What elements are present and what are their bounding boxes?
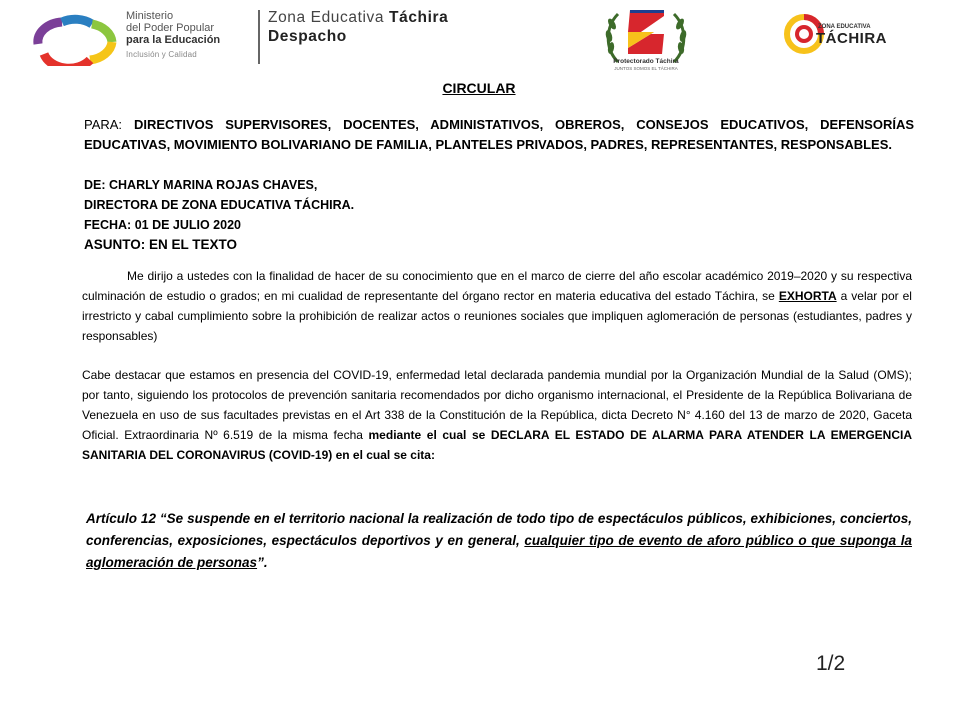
- protectorado-label: Protectorado Táchira: [613, 58, 679, 65]
- protectorado-subtitle: JUNTOS SOMOS EL TÁCHIRA: [614, 66, 678, 71]
- paragraph-1-start: Me dirijo a ustedes con la finalidad de hacer de su conocimiento que en el marco de cierre del año escolar académico 2019–2020 y su respectiva culminación de estudio o grados; en mi cualidad de representante del órgano rector en materia educativa del estado Táchira, se: [82, 269, 912, 303]
- para-label: PARA:: [84, 117, 123, 132]
- article-end: ”.: [257, 555, 268, 570]
- document-title: CIRCULAR: [442, 80, 516, 96]
- zona-educativa-heading: [268, 8, 448, 46]
- ministry-line-3: para la Educación: [126, 34, 221, 46]
- directora-line: DIRECTORA DE ZONA EDUCATIVA TÁCHIRA.: [84, 198, 355, 212]
- exhorta-emphasis: EXHORTA: [778, 289, 837, 303]
- ministry-logo-ring-icon: [32, 10, 120, 66]
- paragraph-1-end: a velar por el irrestricto y cabal cumplimiento sobre la prohibición de realizar actos o reuniones sociales que impliquen aglomeración de personas (estudiantes, padres y responsables): [82, 289, 912, 343]
- ministry-line-1: Ministerio: [126, 10, 174, 22]
- para-recipients: DIRECTIVOS SUPERVISORES, DOCENTES, ADMINISTATIVOS, OBREROS, CONSEJOS EDUCATIVOS, DEFENSORÍAS EDUCATIVAS, MOVIMIENTO BOLIVARIANO DE FAMILIA, PLANTELES PRIVADOS, PADRES, REPRESENTANTES, RESPONSABLES.: [84, 117, 914, 152]
- fecha-line: FECHA: 01 DE JULIO 2020: [84, 218, 241, 232]
- header-divider: [258, 10, 260, 64]
- sender-block: [84, 175, 914, 255]
- paragraph-1: [82, 266, 912, 346]
- paragraph-2-regular: Cabe destacar que estamos en presencia del COVID-19, enfermedad letal declarada pandemia mundial por la Organización Mundial de la Salud (OMS); por tanto, siguiendo los protocolos de prevención sanitaria recomendados por dicho organismo internacional, el Presidente de la República Bolivariana de Venezuela en uso de sus facultades previstas en el Art 338 de la Constitución de la República, dicta Decreto N° 4.160 del 13 de marzo de 2020, Gaceta Oficial. Extraordinaria Nº 6.519 de la misma fecha: [82, 368, 912, 442]
- ze-logo-small-text: ZONA EDUCATIVA: [818, 24, 871, 30]
- paragraph-2: [82, 365, 912, 465]
- ministry-line-2: del Poder Popular: [126, 22, 215, 34]
- recipients-block: [84, 115, 914, 155]
- zona-line-bold: Táchira: [389, 9, 449, 26]
- article-underlined: cualquier tipo de evento de aforo público o que suponga la aglomeración de personas: [86, 533, 912, 570]
- ministry-tagline: Inclusión y Calidad: [126, 50, 197, 59]
- page-number: 1/2: [816, 652, 846, 675]
- ministry-name: [126, 10, 250, 61]
- zona-line-regular: Zona Educativa: [268, 9, 385, 26]
- paragraph-2-bold: mediante el cual se DECLARA EL ESTADO DE ALARMA PARA ATENDER LA EMERGENCIA SANITARIA DEL CORONAVIRUS (COVID-19) en el cual se cita:: [82, 428, 913, 462]
- article-quote: [86, 508, 912, 574]
- asunto-line: ASUNTO: EN EL TEXTO: [84, 237, 238, 252]
- despacho-label: Despacho: [268, 28, 347, 45]
- ze-logo-big-text: TÁCHIRA: [816, 30, 887, 47]
- article-text: Artículo 12 “Se suspende en el territorio nacional la realización de todo tipo de espectáculos públicos, exhibiciones, conciertos, conferencias, exposiciones, espectáculos deportivos y en general,: [86, 511, 912, 548]
- de-line: DE: CHARLY MARINA ROJAS CHAVES,: [84, 178, 318, 192]
